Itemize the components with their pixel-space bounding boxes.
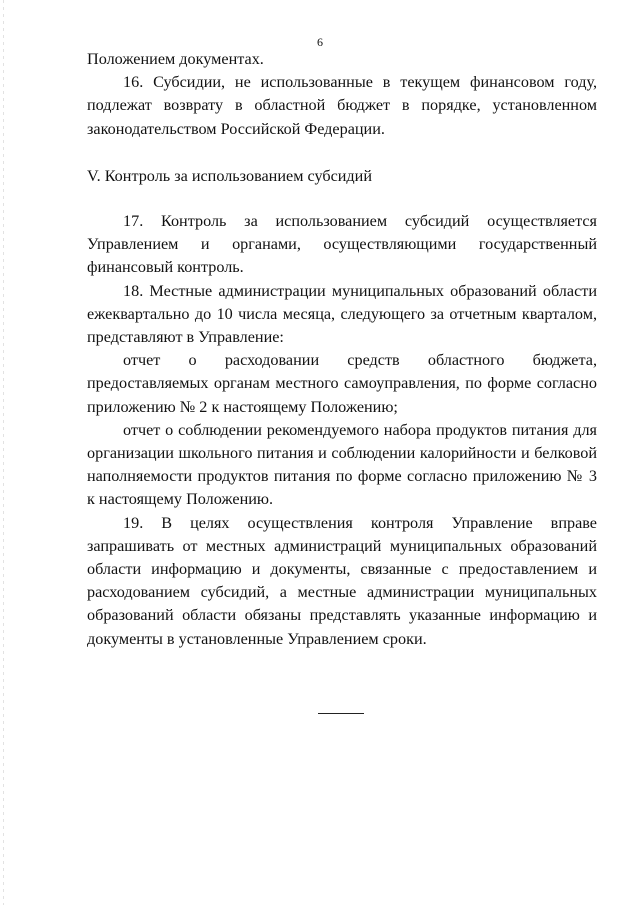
document-body — [87, 48, 597, 651]
paragraph-19: 19. В целях осуществления контроля Управление вправе запрашивать от местных администраций муниципальных образований области информацию и документы, связанные с предоставлением и расходованием субсидий, а местные администрации муниципальных образований области обязаны представлять указанные информацию и документы в установленные Управлением сроки. — [87, 513, 597, 648]
paragraph-18: 18. Местные администрации муниципальных образований области ежеквартально до 10 числа месяца, следующего за отчетным кварталом, представляют в Управление: — [87, 281, 597, 347]
paragraph-18-item-1: отчет о расходовании средств областного бюджета, предоставляемых органам местного самоуправления, по форме согласно приложению № 2 к настоящему Положению; — [87, 351, 597, 416]
paragraph-18-item-2: отчет о соблюдении рекомендуемого набора продуктов питания для организации школьного питания и соблюдении калорийности и белковой наполняемости продуктов питания по форме согласно приложению № 3 к настоящему Положению. — [87, 420, 597, 509]
scan-edge-artifact — [3, 0, 4, 905]
spacer — [87, 188, 597, 210]
end-of-document-rule — [318, 713, 364, 714]
page-number: 6 — [317, 35, 323, 49]
section-heading: V. Контроль за использованием субсидий — [87, 166, 372, 185]
spacer — [87, 141, 597, 165]
paragraph-16: 16. Субсидии, не использованные в текущем финансовом году, подлежат возврату в областной бюджет в порядке, установленном законодательством Российской Федерации. — [87, 73, 597, 138]
paragraph-17: 17. Контроль за использованием субсидий осуществляется Управлением и органами, осуществляющими государственный финансовый контроль. — [87, 212, 597, 277]
paragraph-continuation: Положением документах. — [87, 50, 264, 68]
